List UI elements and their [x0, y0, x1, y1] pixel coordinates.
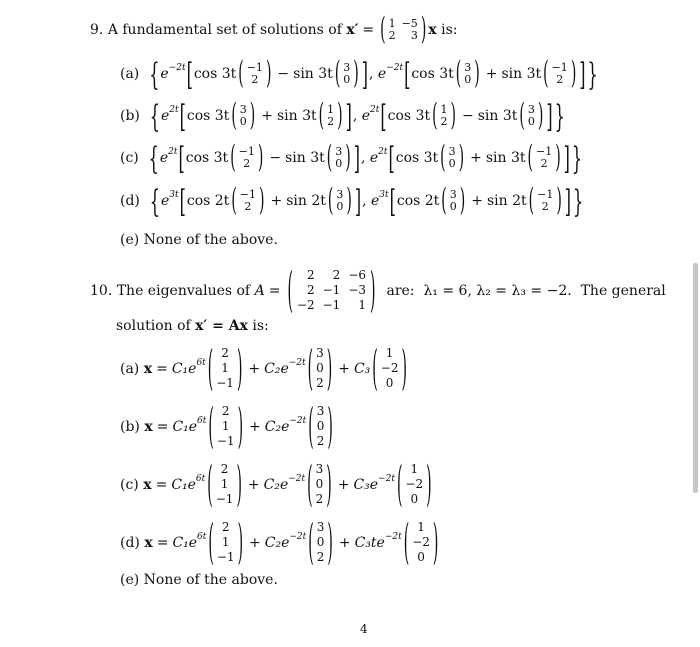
- exponent: 2t: [169, 105, 179, 115]
- exponent: −2t: [384, 531, 402, 542]
- q9-tail: is:: [441, 22, 458, 38]
- left-bracket: [: [179, 97, 186, 135]
- vector: ( 3 0 2 ): [307, 457, 332, 512]
- q10-line2: [116, 318, 269, 334]
- q10-line2b: x′ = Ax: [195, 318, 248, 334]
- trig-term: sin 2t: [286, 193, 326, 209]
- vector: ( −1 2 ): [238, 56, 272, 92]
- operator: +: [470, 150, 482, 166]
- vector: ( 2 1 −1 ): [207, 341, 243, 396]
- option-label: (d): [120, 534, 140, 551]
- x-vector: x: [144, 534, 153, 551]
- left-bracket: [: [178, 139, 185, 177]
- exponent: −2t: [288, 473, 306, 484]
- trig-term: cos 3t: [185, 150, 229, 166]
- trig-term: cos 3t: [395, 150, 439, 166]
- vector: ( 2 1 −1 ): [208, 515, 244, 570]
- vector: ( 3 0 ): [334, 56, 359, 92]
- right-bracket: ]: [563, 139, 570, 177]
- exponent: 6t: [196, 357, 206, 368]
- exponent: −2t: [168, 63, 186, 73]
- left-brace: {: [149, 55, 160, 93]
- equals: =: [155, 476, 168, 493]
- plus: +: [248, 360, 261, 377]
- q10-are: are:: [386, 282, 415, 299]
- right-brace: }: [587, 55, 598, 93]
- trig-term: cos 3t: [411, 66, 454, 82]
- exp-base: e: [369, 150, 379, 166]
- trig-term: sin 3t: [276, 108, 317, 124]
- q9-option-row: [120, 139, 583, 177]
- equals: =: [156, 534, 169, 551]
- left-bracket: [: [404, 55, 411, 93]
- trig-term: sin 3t: [485, 150, 526, 166]
- q10-option-row: [120, 457, 434, 512]
- trig-term: sin 3t: [501, 66, 542, 82]
- vector: ( 3 0 ): [441, 183, 466, 219]
- exp-base: e: [159, 150, 169, 166]
- operator: −: [269, 150, 282, 166]
- right-brace: }: [554, 97, 565, 135]
- coefficient: C₁e: [171, 360, 197, 377]
- q9-option-row: [120, 182, 584, 220]
- vector: ( −1 2 ): [543, 56, 577, 92]
- plus: +: [338, 534, 351, 551]
- right-bracket: ]: [546, 97, 553, 135]
- plus: +: [247, 476, 260, 493]
- q10-eigenvalues: λ₁ = 6, λ₂ = λ₃ = −2.: [423, 282, 572, 299]
- vector: ( 1 2 ): [318, 98, 343, 134]
- q10-line2c: is:: [252, 318, 269, 334]
- q9-option-row: [120, 55, 599, 93]
- coefficient: C₂e: [264, 534, 290, 551]
- vector: ( 3 0 ): [327, 183, 352, 219]
- operator: +: [471, 193, 483, 209]
- left-bracket: [: [388, 139, 395, 177]
- q9-header: [90, 12, 458, 48]
- q9-option-row: [120, 97, 566, 135]
- exponent: −2t: [289, 531, 307, 542]
- q9-x: x: [428, 22, 437, 38]
- vector: ( 1 2 ): [432, 98, 457, 134]
- scrollbar[interactable]: [693, 263, 698, 493]
- coefficient: C₂e: [264, 418, 290, 435]
- exp-base: e: [160, 193, 170, 209]
- vector: ( 3 0 ): [326, 140, 351, 176]
- exponent: 2t: [168, 147, 178, 157]
- left-bracket: [: [380, 97, 387, 135]
- q10-eq: =: [268, 282, 281, 299]
- left-bracket: [: [389, 182, 396, 220]
- vector: ( 2 1 −1 ): [207, 457, 242, 512]
- option-label: (b): [120, 108, 140, 124]
- option-label: (c): [120, 150, 139, 166]
- vector: ( 1 −2 0 ): [396, 457, 432, 512]
- q10-number: 10.: [90, 282, 113, 299]
- exponent: 6t: [195, 473, 206, 484]
- coefficient: C₃e: [353, 476, 379, 493]
- q10-option-row: [120, 399, 335, 454]
- x-vector: x: [143, 360, 153, 377]
- q10-option-e: (e) None of the above.: [120, 572, 278, 588]
- right-bracket: ]: [564, 182, 572, 220]
- q9-number: 9.: [90, 22, 104, 38]
- exponent: 3t: [169, 190, 179, 200]
- exponent: 6t: [197, 531, 207, 542]
- plus: +: [338, 360, 350, 377]
- operator: +: [485, 66, 498, 82]
- trig-term: cos 2t: [396, 193, 440, 209]
- trig-term: sin 3t: [293, 66, 333, 82]
- coefficient: C₃te: [354, 534, 385, 551]
- trig-term: sin 2t: [486, 193, 527, 209]
- q10-line2a: solution of: [116, 318, 191, 334]
- exp-base: e: [377, 66, 387, 82]
- right-brace: }: [571, 139, 583, 177]
- option-label: (b): [120, 418, 140, 435]
- operator: +: [270, 193, 283, 209]
- exponent: −2t: [378, 473, 395, 484]
- trig-term: cos 3t: [186, 108, 230, 124]
- option-label: (c): [120, 476, 139, 493]
- right-bracket: ]: [361, 55, 368, 93]
- q10-option-row: [120, 341, 409, 396]
- coefficient: C₂e: [264, 360, 289, 377]
- x-vector: x: [144, 418, 153, 435]
- q9-option-e: (e) None of the above.: [120, 232, 278, 248]
- option-label: (a): [120, 66, 140, 82]
- x-vector: x: [143, 476, 152, 493]
- exponent: −2t: [386, 63, 404, 73]
- vector: ( 3 0 ): [440, 140, 465, 176]
- q10-intro: The eigenvalues of: [116, 282, 251, 299]
- right-bracket: ]: [353, 139, 360, 177]
- coefficient: C₂e: [263, 476, 289, 493]
- page-number: 4: [360, 622, 368, 636]
- exp-base: e: [160, 66, 169, 82]
- coefficient: C₁e: [172, 534, 198, 551]
- trig-term: cos 3t: [193, 66, 237, 82]
- q10-header: [90, 263, 666, 318]
- exponent: −2t: [288, 357, 306, 368]
- equals: =: [156, 418, 169, 435]
- equals: =: [156, 360, 168, 377]
- right-bracket: ]: [354, 182, 362, 220]
- left-brace: {: [149, 97, 160, 135]
- option-label: (d): [120, 193, 140, 209]
- vector: ( 3 0 2 ): [308, 399, 333, 454]
- exponent: 3t: [379, 190, 389, 200]
- comma: ,: [360, 150, 366, 166]
- trig-term: sin 3t: [477, 108, 518, 124]
- coefficient: C₁e: [172, 418, 198, 435]
- vector: ( 1 −2 0 ): [372, 341, 407, 396]
- comma: ,: [362, 193, 367, 209]
- operator: −: [462, 108, 474, 124]
- exponent: 6t: [197, 415, 207, 426]
- exponent: −2t: [289, 415, 307, 426]
- q9-eq: =: [362, 22, 375, 38]
- vector: ( 2 1 −1 ): [208, 399, 244, 454]
- exponent: 2t: [378, 147, 388, 157]
- q9-matrix: ( 1 2 −5 3 ): [380, 12, 427, 48]
- option-label: (a): [120, 360, 140, 377]
- vector: ( −1 2 ): [230, 140, 264, 176]
- trig-term: cos 3t: [387, 108, 431, 124]
- exp-base: e: [370, 193, 380, 209]
- plus: +: [249, 418, 261, 435]
- exp-base: e: [160, 108, 170, 124]
- vector: ( −1 2 ): [528, 183, 562, 219]
- right-bracket: ]: [345, 97, 352, 135]
- vector: ( 3 0 ): [231, 98, 256, 134]
- trig-term: cos 2t: [186, 193, 230, 209]
- exp-base: e: [361, 108, 371, 124]
- operator: −: [277, 66, 290, 82]
- q10-A: A: [254, 282, 265, 299]
- q10-option-row: [120, 515, 440, 570]
- coefficient: C₃: [353, 360, 371, 377]
- vector: ( 3 0 ): [519, 98, 544, 134]
- vector: ( 1 −2 0 ): [403, 515, 439, 570]
- vector: ( 3 0 2 ): [307, 341, 333, 396]
- plus: +: [249, 534, 261, 551]
- coefficient: C₁e: [171, 476, 196, 493]
- left-brace: {: [149, 182, 160, 220]
- vector: ( 3 0 ): [455, 56, 480, 92]
- q10-matrix: ( 2 2 −6 2 −1 −3 −2 −1 1 ): [287, 263, 376, 318]
- right-bracket: ]: [579, 55, 586, 93]
- left-bracket: [: [186, 55, 193, 93]
- comma: ,: [352, 108, 358, 124]
- q10-general: The general: [580, 282, 666, 299]
- q9-xprime: x′: [346, 22, 359, 38]
- vector: ( −1 2 ): [231, 183, 265, 219]
- q9-intro: A fundamental set of solutions of: [107, 22, 342, 38]
- comma: ,: [369, 66, 374, 82]
- right-brace: }: [573, 182, 584, 220]
- left-brace: {: [148, 139, 159, 177]
- plus: +: [337, 476, 350, 493]
- operator: +: [261, 108, 273, 124]
- vector: ( 3 0 2 ): [308, 515, 333, 570]
- vector: ( −1 2 ): [527, 140, 561, 176]
- exponent: 2t: [370, 105, 380, 115]
- left-bracket: [: [179, 182, 186, 220]
- trig-term: sin 3t: [285, 150, 325, 166]
